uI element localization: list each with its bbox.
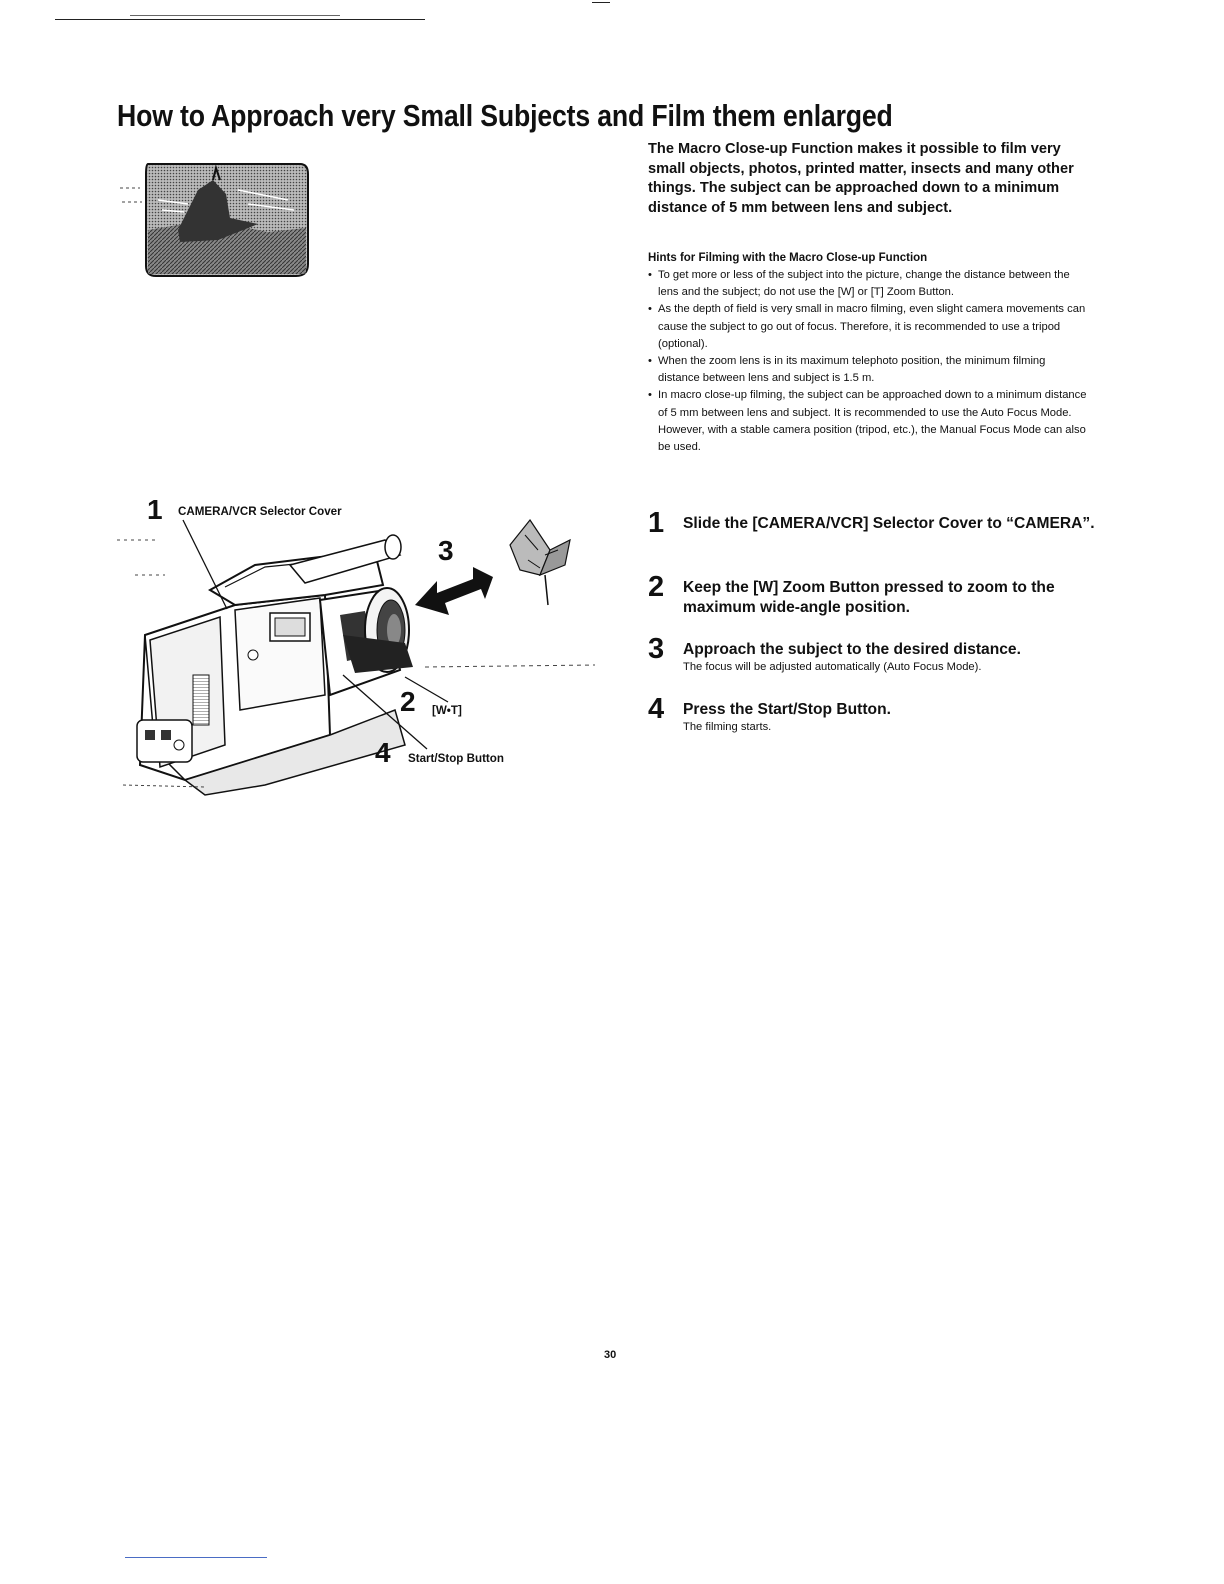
bullet: • <box>648 355 652 368</box>
step-title: Approach the subject to the desired distance. <box>683 641 1021 658</box>
page-title: How to Approach very Small Subjects and Film them enlarged <box>117 98 893 133</box>
hints-heading: Hints for Filming with the Macro Close-up Function <box>648 252 928 264</box>
step-number: 4 <box>648 693 665 725</box>
bullet: • <box>648 389 652 402</box>
viewfinder-image <box>118 160 310 280</box>
scan-artifact-line <box>130 15 340 16</box>
step-number: 1 <box>648 507 665 539</box>
callout-label-zoom-button: [W•T] <box>432 704 462 717</box>
callout-number-4: 4 <box>375 737 391 768</box>
step-title: Keep the [W] Zoom Button pressed to zoom to the maximum wide-angle position. <box>683 579 1055 616</box>
hint-item: • To get more or less of the subject into the picture, change the distance between the lens and the subject; do not use the [W] or [T] Zoom Button. <box>648 269 1070 299</box>
callout-number-2: 2 <box>400 686 416 717</box>
bullet: • <box>648 303 652 316</box>
step-3 <box>648 633 1098 675</box>
callout-number-3: 3 <box>438 535 454 566</box>
hint-item: • When the zoom lens is in its maximum telephoto position, the minimum filming distance between lens and subject is 1.5 m. <box>648 355 1046 385</box>
step-number: 2 <box>648 571 665 603</box>
hint-item: • As the depth of field is very small in macro filming, even slight camera movements can cause the subject to go out of focus. Therefore, it is recommended to use a tripod (optional). <box>648 303 1086 350</box>
camcorder-illustration <box>115 495 615 805</box>
hint-item: • In macro close-up filming, the subject can be approached down to a minimum distance of 5 mm between lens and subject. It is recommended to use the Auto Focus Mode. However, with a stable camera position (tripod, etc.), the Manual Focus Mode can also be used. <box>648 389 1087 454</box>
step-note: The filming starts. <box>683 721 772 733</box>
scan-artifact-line <box>55 19 425 20</box>
callout-number-1: 1 <box>147 494 163 525</box>
callout-label-selector-cover: CAMERA/VCR Selector Cover <box>178 505 342 518</box>
step-note: The focus will be adjusted automatically (Auto Focus Mode). <box>683 661 982 673</box>
scan-artifact-line <box>125 1557 267 1558</box>
callout-label-start-stop: Start/Stop Button <box>408 752 504 765</box>
step-number: 3 <box>648 633 665 665</box>
step-title: Slide the [CAMERA/VCR] Selector Cover to “CAMERA”. <box>683 515 1095 532</box>
page-number: 30 <box>604 1349 617 1361</box>
macro-photo-illustration <box>118 160 310 280</box>
camcorder-figure <box>115 495 615 805</box>
step-title: Press the Start/Stop Button. <box>683 701 891 718</box>
scan-artifact-line <box>592 2 610 3</box>
step-1 <box>648 507 1098 539</box>
step-4 <box>648 693 1098 735</box>
step-2 <box>648 571 1098 618</box>
bullet: • <box>648 269 652 281</box>
intro-paragraph: The Macro Close-up Function makes it possible to film very small objects, photos, printed matter, insects and many other things. The subject can be approached down to a minimum distance of 5 mm between lens and subject. <box>648 141 1074 216</box>
hints-list <box>648 267 1088 456</box>
